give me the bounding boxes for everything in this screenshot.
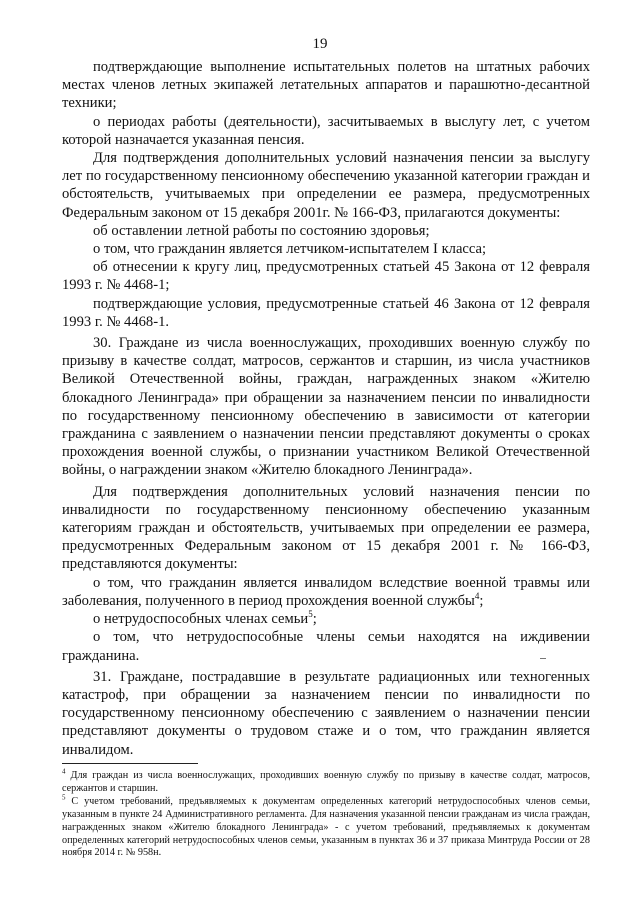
footnote — [62, 767, 590, 796]
footnote-mark: 5 — [62, 793, 66, 802]
footnote-text: С учетом требований, предъявляемых к документам определенных категорий нетрудоспособных членов семьи, указанным в пункте 24 Административного регламента. Для назначения указанной пенсии гражданам из числа граждан, награжденных знаком «Жителю блокадного Ленинграда» - с учетом требований, предъявляемых к документам определенных категорий нетрудоспособных членов семьи, указанным в пунктах 36 и 37 приказа Минтруда России от 28 ноября 2014 г. № 958н. — [62, 795, 590, 859]
paragraph: о периодах работы (деятельности), засчитываемых в выслугу лет, с учетом которой назначается указанная пенсия. — [62, 113, 590, 148]
footnote — [62, 793, 590, 861]
paragraph: подтверждающие выполнение испытательных полетов на штатных рабочих местах членов летных экипажей летательных аппаратов и парашютно-десантной техники; — [62, 59, 590, 112]
paragraph — [62, 610, 590, 628]
footnote-mark: 4 — [62, 767, 66, 776]
paragraph — [62, 574, 590, 610]
scan-speck — [540, 658, 546, 659]
footnote-text: Для граждан из числа военнослужащих, проходивших военную службу по призыву в качестве солдат, матросов, сержантов и старшин. — [62, 770, 590, 794]
paragraph: о том, что нетрудоспособные члены семьи находятся на иждивении гражданина. — [62, 629, 590, 664]
footnote-ref: 5 — [308, 609, 313, 620]
paragraph: 31. Граждане, пострадавшие в результате радиационных или техногенных катастроф, при обращении за назначением пенсии по инвалидности по государственному пенсионному обеспечению с заявлением о назначении пенсии представляют документы о трудовом стаже и о том, что гражданин является инвалидом. — [62, 668, 590, 758]
paragraph-text: о нетрудоспособных членах семьи — [93, 611, 309, 628]
paragraph-tail: ; — [479, 592, 484, 609]
paragraph-text: о том, что гражданин является инвалидом вследствие военной травмы или заболевания, полученного в период прохождения военной службы — [62, 574, 590, 609]
paragraph: Для подтверждения дополнительных условий назначения пенсии по инвалидности по государственному пенсионному обеспечению указанным категориям граждан и обстоятельств, учитываемых при определении ее размера, предусмотренных Федеральным законом от 15 декабря 2001 г. № 166-ФЗ, представляются документы: — [62, 483, 590, 573]
paragraph: об оставлении летной работы по состоянию здоровья; — [93, 222, 430, 239]
page-number: 19 — [312, 36, 328, 52]
paragraph: о том, что гражданин является летчиком-испытателем I класса; — [93, 241, 487, 258]
paragraph: об отнесении к кругу лиц, предусмотренных статьей 45 Закона от 12 февраля 1993 г. № 4468-1; — [62, 259, 590, 294]
footnote-ref: 4 — [474, 591, 480, 602]
paragraph: Для подтверждения дополнительных условий назначения пенсии за выслугу лет по государственному пенсионному обеспечению указанной категории граждан и обстоятельств, учитываемых при определении ее размера, предусмотренных Федеральным законом от 15 декабря 2001г. № 166-ФЗ, прилагаются документы: — [62, 150, 590, 221]
footnote-separator — [62, 763, 198, 764]
paragraph: 30. Граждане из числа военнослужащих, проходивших военную службу по призыву в качестве солдат, матросов, сержантов и старшин, из числа участников Великой Отечественной войны, граждан, награжденных знаком «Жителю блокадного Ленинграда» при обращении за назначением пенсии по инвалидности по государственному пенсионному обеспечению в зависимости от категории гражданина с заявлением о назначении пенсии представляют документы о сроках прохождения военной службы, о признании участником Великой Отечественной войны, о награждении знаком «Жителю блокадного Ленинграда». — [62, 335, 590, 479]
paragraph: подтверждающие условия, предусмотренные статьей 46 Закона от 12 февраля 1993 г. № 4468-1. — [62, 295, 590, 330]
footnotes — [62, 767, 590, 860]
page-body — [62, 58, 590, 759]
paragraph-tail: ; — [312, 611, 317, 628]
